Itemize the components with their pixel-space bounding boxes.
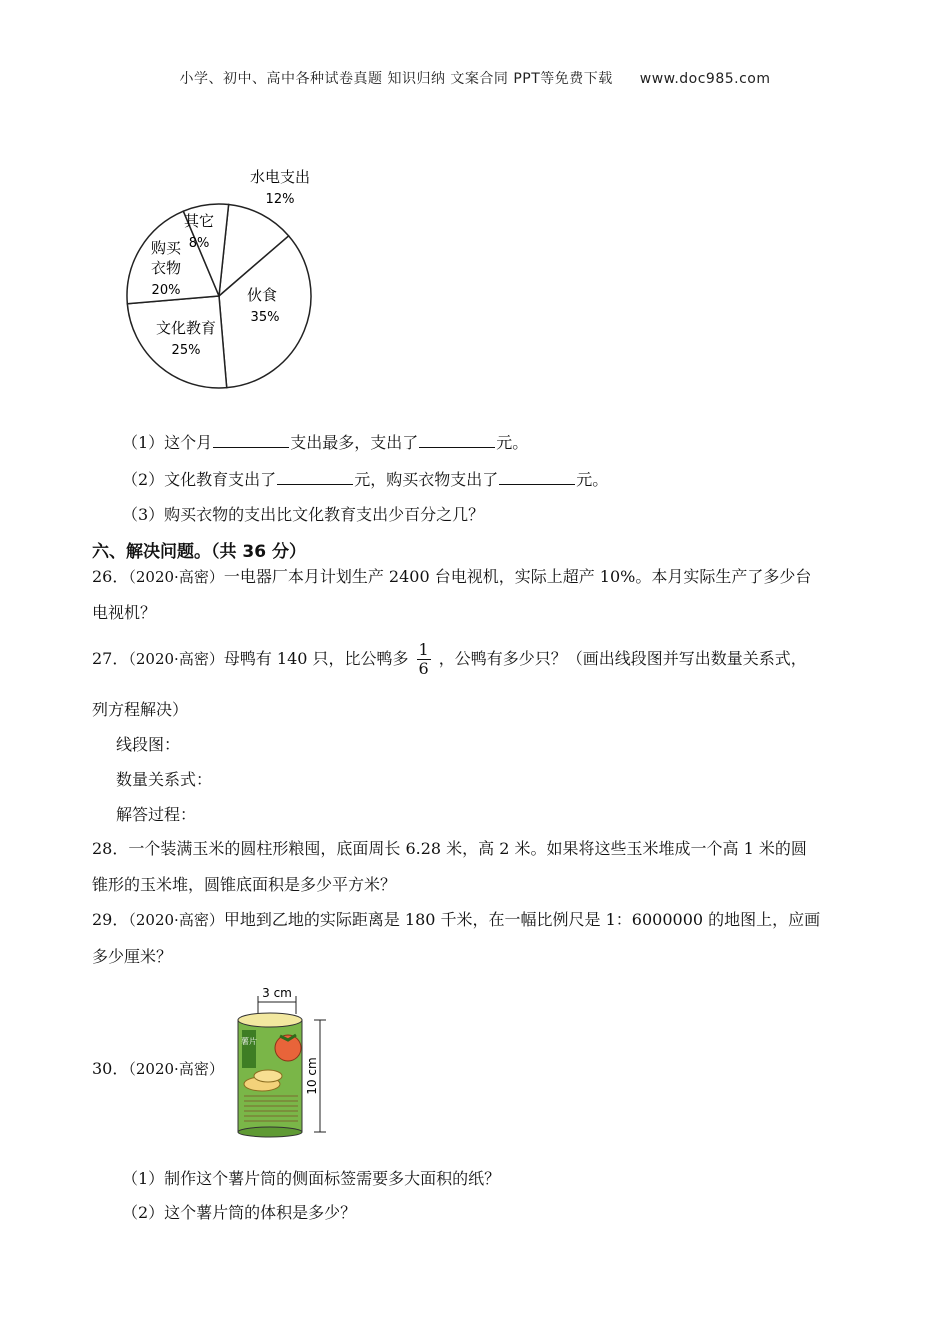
diameter-label: 3 cm bbox=[262, 986, 292, 1000]
q30-sub2: （2）这个薯片筒的体积是多少？ bbox=[122, 1203, 357, 1222]
label-other: 其它 bbox=[183, 212, 215, 230]
q28-text: 一个装满玉米的圆柱形粮囤，底面周长 6.28 米，高 2 米。如果将这些玉米堆成一个高 1 米的圆 bbox=[128, 839, 807, 858]
q25-sub1-text-a: （1）这个月 bbox=[122, 433, 213, 452]
q25-sub3: （3）购买衣物的支出比文化教育支出少百分之几？ bbox=[122, 505, 485, 524]
q26-text: 一电器厂本月计划生产 2400 台电视机，实际上超产 10%。本月实际生产了多少台 bbox=[223, 567, 812, 586]
answer-blank[interactable] bbox=[419, 431, 495, 448]
q27-text-a: 母鸭有 140 只，比公鸭多 bbox=[223, 649, 409, 668]
pie-chart bbox=[110, 160, 350, 395]
q27-label-diagram: 线段图： bbox=[116, 735, 181, 754]
q27-label-relation: 数量关系式： bbox=[116, 770, 213, 789]
label-food: 伙食 bbox=[246, 286, 278, 304]
page-header bbox=[0, 68, 950, 88]
q26-number: 26． bbox=[92, 567, 129, 586]
q25-sub2-text-c: 元。 bbox=[576, 470, 609, 489]
q30-number: 30． bbox=[92, 1059, 129, 1078]
q25-sub1 bbox=[122, 430, 528, 453]
value-education: 25% bbox=[171, 343, 201, 358]
q26-source: （2020·高密） bbox=[128, 568, 224, 586]
answer-blank[interactable] bbox=[277, 468, 353, 485]
q27-number: 27． bbox=[92, 649, 129, 668]
q25-sub2-text-a: （2）文化教育支出了 bbox=[122, 470, 277, 489]
fraction-one-sixth bbox=[417, 641, 431, 678]
height-label: 10 cm bbox=[305, 1057, 319, 1095]
q29-line1 bbox=[92, 907, 820, 930]
q29-text: 甲地到乙地的实际距离是 180 千米，在一幅比例尺是 1：6000000 的地图上，应画 bbox=[223, 910, 821, 929]
fraction-numerator: 1 bbox=[418, 640, 429, 659]
q27-line1 bbox=[92, 636, 807, 682]
label-education: 文化教育 bbox=[155, 319, 217, 337]
q25-sub2 bbox=[122, 467, 608, 490]
header-text: 小学、初中、高中各种试卷真题 知识归纳 文案合同 PPT等免费下载 bbox=[179, 71, 613, 87]
answer-blank[interactable] bbox=[213, 431, 289, 448]
q25-sub2-text-b: 元，购买衣物支出了 bbox=[354, 470, 499, 489]
q27-text-b: ，公鸭有多少只？（画出线段图并写出数量关系式， bbox=[438, 649, 807, 668]
q30-sub1: （1）制作这个薯片筒的侧面标签需要多大面积的纸？ bbox=[122, 1169, 501, 1188]
slice-education bbox=[127, 296, 226, 388]
label-clothes-1: 购买 bbox=[150, 239, 182, 257]
answer-blank[interactable] bbox=[499, 468, 575, 485]
q25-sub1-text-c: 元。 bbox=[496, 433, 529, 452]
q29-number: 29． bbox=[92, 910, 129, 929]
can-brand-text: 薯片 bbox=[241, 1037, 257, 1046]
q29-line2: 多少厘米？ bbox=[92, 947, 173, 966]
q27-source: （2020·高密） bbox=[128, 650, 224, 668]
q27-line2: 列方程解决） bbox=[92, 700, 189, 719]
q25-sub1-text-b: 支出最多，支出了 bbox=[290, 433, 419, 452]
fraction-denominator: 6 bbox=[418, 659, 429, 678]
label-water-electric: 水电支出 bbox=[249, 168, 311, 186]
value-food: 35% bbox=[250, 310, 280, 325]
value-clothes: 20% bbox=[151, 283, 181, 298]
q28-line2: 锥形的玉米堆，圆锥底面积是多少平方米？ bbox=[92, 875, 397, 894]
q26-line1 bbox=[92, 564, 811, 587]
value-other: 8% bbox=[188, 236, 210, 251]
chip-can-image bbox=[230, 980, 340, 1140]
q26-line2: 电视机？ bbox=[92, 603, 157, 622]
q30-line1 bbox=[92, 1056, 224, 1079]
section-title: 六、解决问题。（共 36 分） bbox=[92, 542, 306, 562]
q29-source: （2020·高密） bbox=[128, 911, 224, 929]
q28-number: 28． bbox=[92, 839, 129, 858]
q28-line1 bbox=[92, 836, 807, 859]
value-water-electric: 12% bbox=[265, 192, 295, 207]
label-clothes-2: 衣物 bbox=[150, 259, 182, 277]
header-site: www.doc985.com bbox=[639, 71, 771, 87]
q30-source: （2020·高密） bbox=[128, 1060, 224, 1078]
q27-label-solution: 解答过程： bbox=[116, 805, 197, 824]
